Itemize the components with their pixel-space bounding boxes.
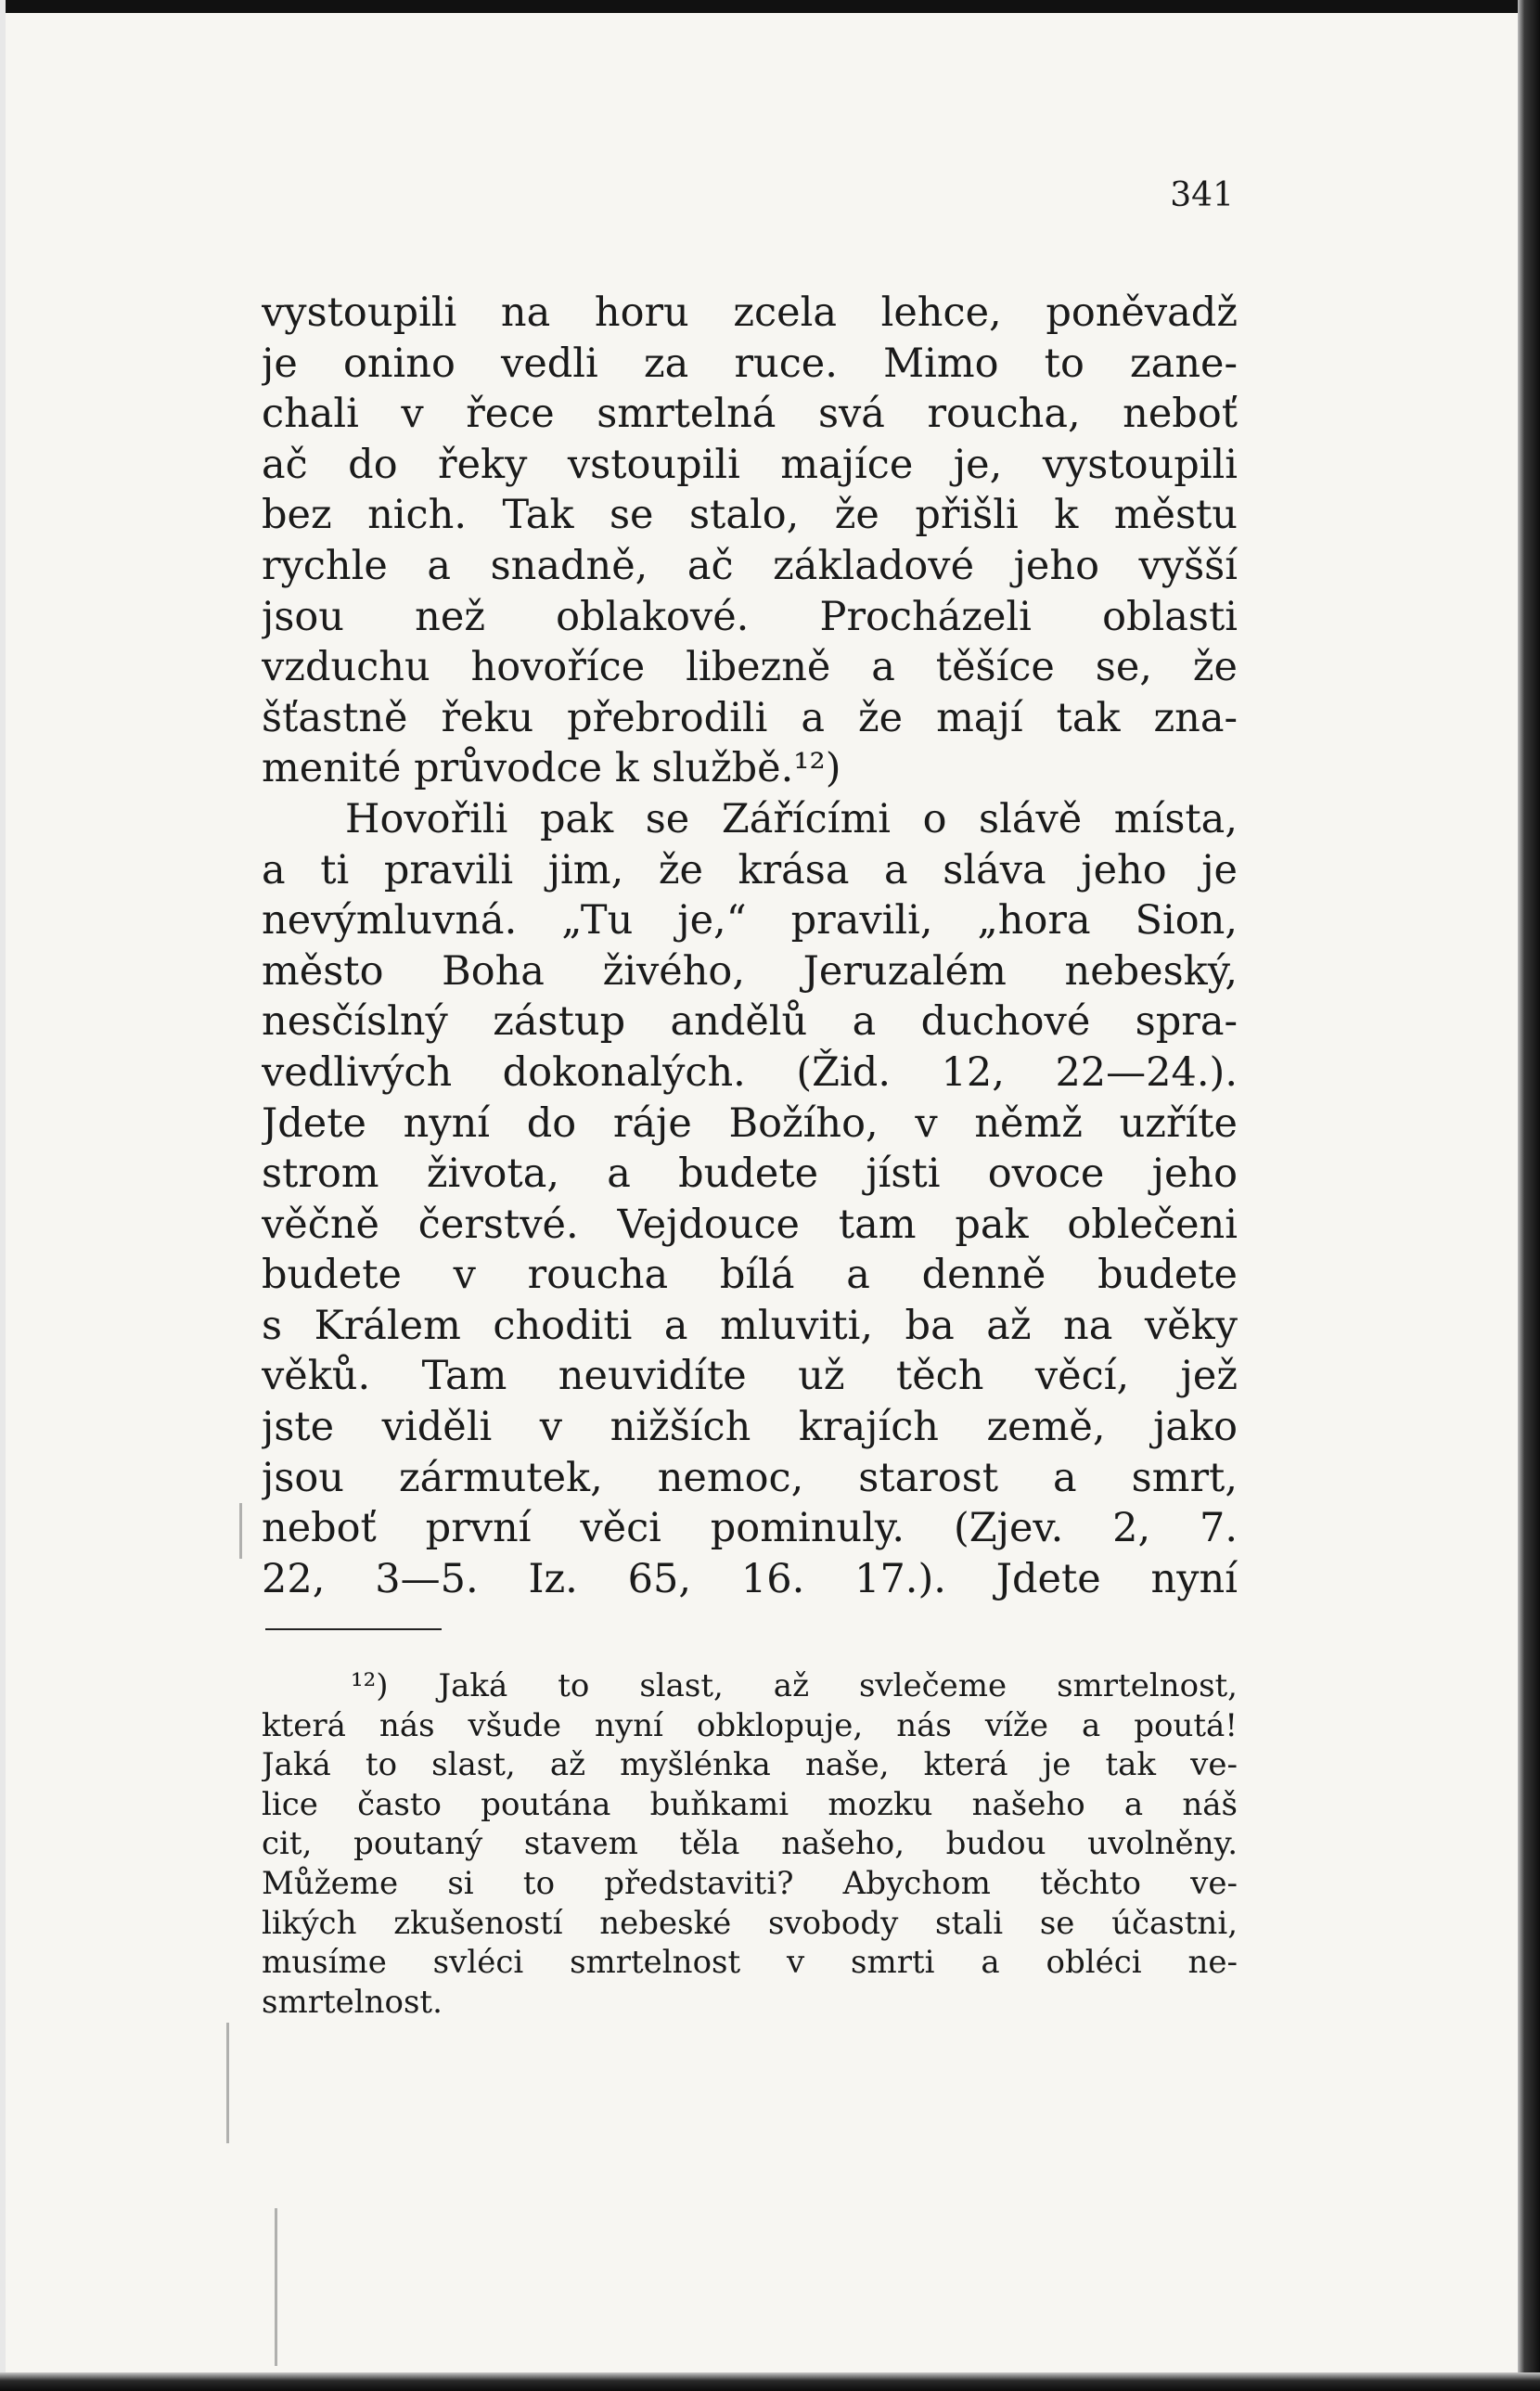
body-line: věčně čerstvé. Vejdouce tam pak oblečeni (262, 1201, 1238, 1248)
body-line: rychle a snadně, ač základové jeho vyšší (262, 542, 1238, 589)
footnote-line: ¹²) Jaká to slast, až svlečeme smrtelnost, (351, 1667, 1238, 1704)
body-line: budete v roucha bílá a denně budete (262, 1252, 1238, 1299)
body-line: vzduchu hovoříce libezně a těšíce se, že (262, 644, 1238, 691)
binding-mark (226, 2023, 229, 2143)
body-line: strom života, a budete jísti ovoce jeho (262, 1151, 1238, 1198)
body-line: jste viděli v nižších krajích země, jako (262, 1404, 1238, 1451)
body-line: chali v řece smrtelná svá roucha, neboť (262, 391, 1238, 438)
body-line: nesčíslný zástup andělů a duchové spra- (262, 998, 1238, 1046)
binding-mark (275, 2208, 277, 2366)
scan-edge-bottom (0, 2372, 1540, 2391)
page-number: 341 (1170, 176, 1234, 214)
body-text (262, 288, 1238, 1604)
footnote-line: Jaká to slast, až myšlénka naše, která je tak ve- (262, 1746, 1238, 1784)
footnote-line: cit, poutaný stavem těla našeho, budou uvolněny. (262, 1825, 1238, 1863)
body-line: ač do řeky vstoupili majíce je, vystoupili (262, 441, 1238, 488)
footnote-line: likých zkušeností nebeské svobody stali se účastni, (262, 1904, 1238, 1942)
footnote-line: která nás všude nyní obklopuje, nás víže a poutá! (262, 1706, 1238, 1744)
footnote-line: Můžeme si to představiti? Abychom těchto ve- (262, 1864, 1238, 1902)
body-line: a ti pravili jim, že krása a sláva jeho je (262, 846, 1238, 893)
scan-edge-top (0, 0, 1540, 13)
body-line: 22, 3—5. Iz. 65, 16. 17.). Jdete nyní (262, 1555, 1238, 1602)
footnote-line: smrtelnost. (262, 1983, 443, 2021)
body-line: bez nich. Tak se stalo, že přišli k městu (262, 492, 1238, 539)
footnote (262, 1666, 1238, 2022)
footnote-divider (265, 1628, 442, 1630)
body-line: vystoupili na horu zcela lehce, poněvadž (262, 289, 1238, 336)
body-line: je onino vedli za ruce. Mimo to zane- (262, 340, 1238, 387)
footnote-line: lice často poutána buňkami mozku našeho a náš (262, 1785, 1238, 1823)
scan-edge-right (1518, 0, 1540, 2391)
body-line: Jdete nyní do ráje Božího, v němž uzříte (262, 1099, 1238, 1147)
body-line: neboť první věci pominuly. (Zjev. 2, 7. (262, 1505, 1238, 1552)
scan-edge-left (0, 0, 6, 2391)
body-line: věků. Tam neuvidíte už těch věcí, jež (262, 1353, 1238, 1400)
body-line: jsou zármutek, nemoc, starost a smrt, (262, 1454, 1238, 1501)
binding-mark (239, 1503, 242, 1559)
footnote-line: musíme svléci smrtelnost v smrti a obléci ne- (262, 1944, 1238, 1982)
body-line: šťastně řeku přebrodili a že mají tak zna- (262, 694, 1238, 741)
body-line: jsou než oblakové. Procházeli oblasti (262, 593, 1238, 640)
body-line: menité průvodce k službě.¹²) (262, 745, 841, 792)
body-line: město Boha živého, Jeruzalém nebeský, (262, 947, 1238, 995)
body-line: Hovořili pak se Zářícími o slávě místa, (345, 795, 1238, 842)
body-line: vedlivých dokonalých. (Žid. 12, 22—24.). (262, 1048, 1238, 1096)
body-line: s Králem choditi a mluviti, ba až na věky (262, 1302, 1238, 1349)
body-line: nevýmluvná. „Tu je,“ pravili, „hora Sion, (262, 897, 1238, 945)
